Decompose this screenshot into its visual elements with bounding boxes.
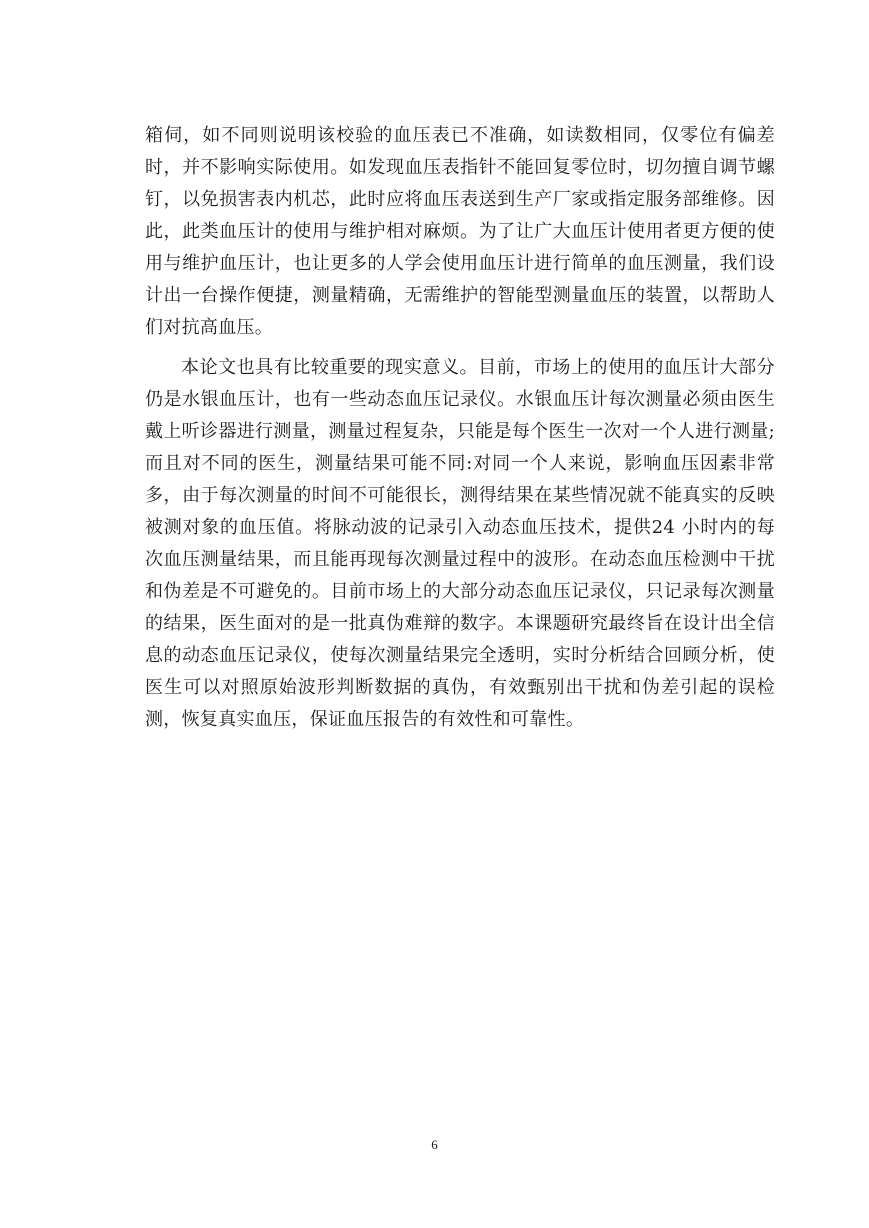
body-text	[145, 120, 775, 744]
page-number: 6	[431, 1137, 438, 1152]
paragraph-continued: 箱伺，如不同则说明该校验的血压表已不准确，如读数相同，仅零位有偏差时，并不影响实际使用。如发现血压表指针不能回复零位时，切勿擅自调节螺钉，以免损害表内机芯，此时应将血压表送到生产厂家或指定服务部维修。因此，此类血压计的使用与维护相对麻烦。为了让广大血压计使用者更方便的使用与维护血压计，也让更多的人学会使用血压计进行简单的血压测量，我们设计出一台操作便捷，测量精确，无需维护的智能型测量血压的装置，以帮助人们对抗高血压。	[145, 125, 775, 338]
paragraph-significance: 本论文也具有比较重要的现实意义。目前，市场上的使用的血压计大部分仍是水银血压计，也有一些动态血压记录仪。水银血压计每次测量必须由医生戴上听诊器进行测量，测量过程复杂，只能是每个医生一次对一个人进行测量;而且对不同的医生，测量结果可能不同:对同一个人来说，影响血压因素非常多，由于每次测量的时间不可能很长，测得结果在某些情况就不能真实的反映被测对象的血压值。将脉动波的记录引入动态血压技术，提供24 小时内的每次血压测量结果，而且能再现每次测量过程中的波形。在动态血压检测中干扰和伪差是不可避免的。目前市场上的大部分动态血压记录仪，只记录每次测量的结果，医生面对的是一批真伪难辩的数字。本课题研究最终旨在设计出全信息的动态血压记录仪，使每次测量结果完全透明，实时分析结合回顾分析，使医生可以对照原始波形判断数据的真伪，有效甄别出干扰和伪差引起的误检测，恢复真实血压，保证血压报告的有效性和可靠性。	[145, 357, 775, 730]
